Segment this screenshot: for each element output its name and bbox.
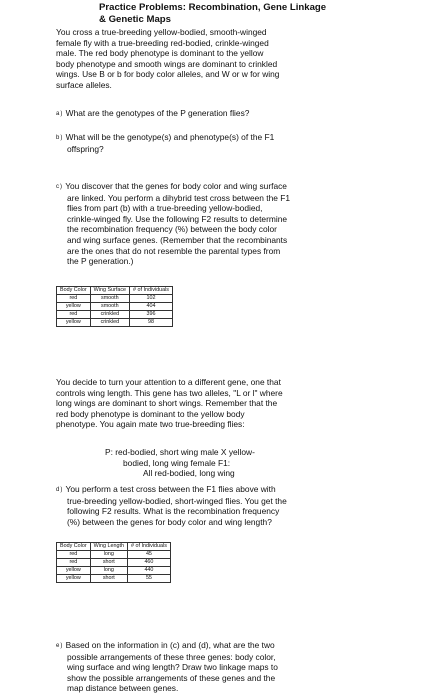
cross-line-3: All red-bodied, long wing <box>143 468 235 479</box>
question-c-marker: c <box>56 184 59 190</box>
question-c-line: and wing surface genes. (Remember that the recombinants <box>67 234 288 245</box>
title-line-2: & Genetic Maps <box>99 14 171 25</box>
question-e-line: show the possible arrangements of these genes and the <box>67 672 276 683</box>
table-row <box>57 559 171 567</box>
table-header-row <box>57 287 173 295</box>
table-row <box>57 303 173 311</box>
question-c-line: crinkle-winged fly. Use the following F2 results to determine <box>67 213 288 224</box>
intro-line: female fly with a true-breeding red-bodied, crinkle-winged <box>56 37 269 48</box>
table-cell: yellow <box>57 575 91 583</box>
column-header: Wing Surface <box>90 287 129 295</box>
question-c-line: the P generation.) <box>67 256 134 267</box>
question-d-line: following F2 results. What is the recombination frequency <box>67 506 280 517</box>
table-cell: red <box>57 559 91 567</box>
intro-line: body phenotype and smooth wings are dominant to crinkled <box>56 58 278 69</box>
question-d: d) You perform a test cross between the F1 flies above with true-breeding yellow-bodied, short-winged flies. You get the following F2 results. What is the recombination frequency (%) between the genes for body color and wing length? <box>56 484 356 527</box>
paragraph-line: controls wing length. This gene has two alleles, "L or l" where <box>56 387 283 398</box>
question-d-line: true-breeding yellow-bodied, short-winged flies. You get the <box>67 495 287 506</box>
table-cell: 45 <box>127 551 170 559</box>
table-cell: red <box>57 311 91 319</box>
question-c-line: are the ones that do not resemble the parental types from <box>67 245 281 256</box>
table-cell: 440 <box>127 567 170 575</box>
question-e: e) Based on the information in (c) and (d), what are the two possible arrangements of these three genes: body color, wing surface and wing length? Draw two linkage maps to show the possible arrangements of these genes and the map distance between genes. <box>56 640 356 694</box>
table-cell: red <box>57 295 91 303</box>
paragraph-line: phenotype. You again mate two true-breeding flies: <box>56 419 245 430</box>
table-row <box>57 311 173 319</box>
table-cell: yellow <box>57 567 91 575</box>
table-cell: long <box>90 551 127 559</box>
table-cell: crinkled <box>90 319 129 327</box>
table-row <box>57 295 173 303</box>
paragraph-line: red body phenotype is dominant to the yellow body <box>56 408 245 419</box>
table-row <box>57 575 171 583</box>
table-cell: red <box>57 551 91 559</box>
cross-description <box>105 447 255 479</box>
table-cell: short <box>90 575 127 583</box>
question-e-line: map distance between genes. <box>67 683 179 694</box>
intro-line: surface alleles. <box>56 79 112 90</box>
question-c-line: You discover that the genes for body color and wing surface <box>65 181 287 191</box>
page-title <box>99 2 326 26</box>
paragraph-line: long wings are dominant to short wings. Remember that the <box>56 398 278 409</box>
table-row <box>57 319 173 327</box>
column-header: # of Individuals <box>130 287 173 295</box>
question-d-line: You perform a test cross between the F1 flies above with <box>65 484 276 494</box>
table-row <box>57 551 171 559</box>
table-cell: smooth <box>90 303 129 311</box>
question-b-line-2: offspring? <box>67 143 104 154</box>
cross-line-2: bodied, long wing female F1: <box>123 457 231 468</box>
question-e-line: wing surface and wing length? Draw two linkage maps to <box>67 662 278 673</box>
question-d-marker: d <box>56 487 60 493</box>
column-header: # of Individuals <box>127 543 170 551</box>
paragraph-line: You decide to turn your attention to a different gene, one that <box>56 377 281 387</box>
table-cell: 396 <box>130 311 173 319</box>
wing-length-paragraph <box>56 377 356 430</box>
table-cell: yellow <box>57 303 91 311</box>
table-cell: 102 <box>130 295 173 303</box>
question-a-marker: a <box>56 111 60 117</box>
question-e-line: possible arrangements of these three genes: body color, <box>67 651 276 662</box>
question-a: a) What are the genotypes of the P generation flies? <box>56 108 250 118</box>
table-cell: 404 <box>130 303 173 311</box>
question-e-line: Based on the information in (c) and (d), what are the two <box>65 640 275 650</box>
question-c-line: the recombination frequency (%) between the body color <box>67 224 277 235</box>
table-cell: yellow <box>57 319 91 327</box>
cross-line-1: P: red-bodied, short wing male X yellow- <box>105 447 255 457</box>
intro-line: wings. Use B or b for body color alleles, and W or w for wing <box>56 69 280 80</box>
table-header-row <box>57 543 171 551</box>
intro-line: male. The red body phenotype is dominant to the yellow <box>56 48 264 59</box>
question-b-marker: b <box>56 135 60 141</box>
intro-line: You cross a true-breeding yellow-bodied, smooth-winged <box>56 27 267 37</box>
column-header: Wing Length <box>90 543 127 551</box>
table-cell: smooth <box>90 295 129 303</box>
table-cell: short <box>90 559 127 567</box>
table-row <box>57 567 171 575</box>
f2-results-table-1 <box>56 286 173 327</box>
table-cell: crinkled <box>90 311 129 319</box>
question-c: c) You discover that the genes for body color and wing surface are linked. You perform a dihybrid test cross between the F1 flies from part (b) with a true-breeding yellow-bodied, crinkle-winged fly. Use the following F2 results to determine the recombination frequency (%) between the body color and wing surface genes. (Remember that the recombinants are the ones that do not resemble the parental types from the P generation.) <box>56 181 356 267</box>
question-c-line: are linked. You perform a dihybrid test cross between the F1 <box>67 192 290 203</box>
table-cell: 98 <box>130 319 173 327</box>
table-cell: 55 <box>127 575 170 583</box>
column-header: Body Color <box>57 543 91 551</box>
f2-results-table-2 <box>56 542 171 583</box>
table-cell: 460 <box>127 559 170 567</box>
column-header: Body Color <box>57 287 91 295</box>
intro-paragraph <box>56 27 356 91</box>
question-a-text: What are the genotypes of the P generation flies? <box>65 108 250 118</box>
question-e-marker: e <box>56 643 60 649</box>
title-line-1: Practice Problems: Recombination, Gene Linkage <box>99 2 327 13</box>
question-d-line: (%) between the genes for body color and wing length? <box>67 516 272 527</box>
question-c-line: flies from part (b) with a true-breeding yellow-bodied, <box>67 203 263 214</box>
question-b: b) What will be the genotype(s) and phenotype(s) of the F1 offspring? <box>56 132 275 154</box>
table-cell: long <box>90 567 127 575</box>
question-b-line-1: What will be the genotype(s) and phenotype(s) of the F1 <box>65 132 275 142</box>
